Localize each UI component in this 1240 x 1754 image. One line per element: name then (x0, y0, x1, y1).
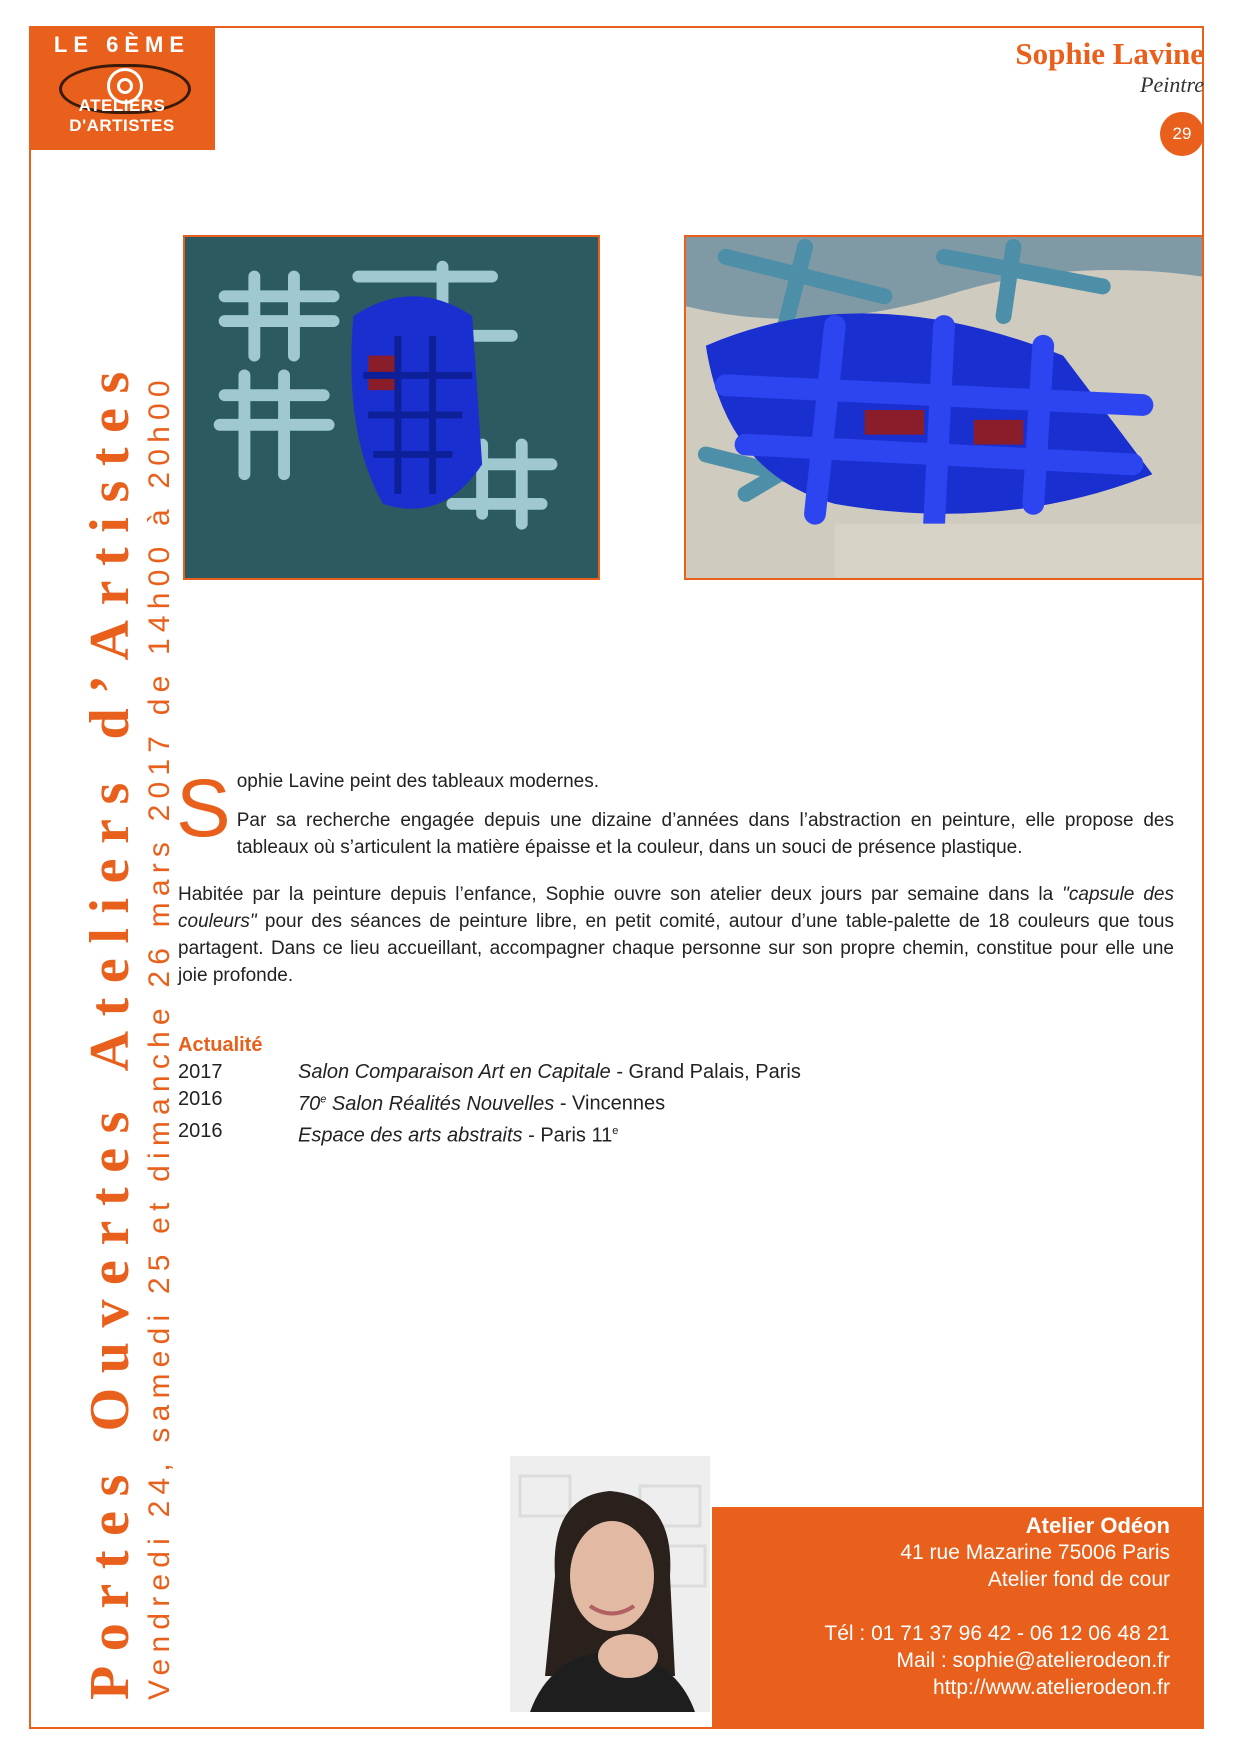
news-heading: Actualité (178, 1034, 263, 1056)
logo-top-text: LE 6ÈME (53, 32, 191, 57)
bio-paragraph-3 (178, 881, 1174, 989)
bio-p1-text: ophie Lavine peint des tableaux modernes. (236, 771, 600, 792)
news-place: - Grand Palais, Paris (610, 1061, 801, 1083)
news-title: 70 (298, 1092, 321, 1115)
news-item (178, 1059, 801, 1086)
news-item (178, 1086, 801, 1118)
painting-closeup-image (686, 237, 1202, 578)
painting-front-image (185, 237, 598, 578)
news-place: - Vincennes (554, 1092, 666, 1115)
bio-text (176, 763, 1174, 989)
vertical-banner (80, 200, 178, 1700)
logo-subtitle: ATELIERS D'ARTISTES (69, 96, 175, 135)
news-title-rest: Salon Réalités Nouvelles (326, 1092, 555, 1115)
artist-name: Sophie Lavine (1015, 36, 1204, 71)
news-place: - Paris 11 (522, 1124, 613, 1147)
news-place-sup: e (612, 1124, 619, 1137)
contact-website[interactable]: http://www.atelierodeon.fr (933, 1676, 1170, 1699)
news-year: 2016 (178, 1119, 223, 1142)
contact-mail[interactable]: Mail : sophie@atelierodeon.fr (896, 1649, 1170, 1672)
portrait-image (510, 1456, 710, 1712)
logo (29, 26, 215, 150)
artist-role: Peintre (1140, 72, 1204, 97)
news-section (178, 1032, 801, 1149)
contact-phone: Tél : 01 71 37 96 42 - 06 12 06 48 21 (824, 1622, 1170, 1645)
bio-p3-a: Habitée par la peinture depuis l’enfance, Sophie ouvre son atelier deux jours par semaine dans la (178, 884, 1063, 905)
painting-photo-front (183, 235, 600, 580)
atelier-address: 41 rue Mazarine 75006 Paris (900, 1541, 1170, 1564)
contact-info (824, 1512, 1170, 1701)
bio-paragraph-2: Par sa recherche engagée depuis une dizaine d’années dans l’abstraction en peinture, elle propose des tableaux où s’articulent la matière épaisse et la couleur, dans un souci de présence plastique. (236, 810, 1174, 858)
painting-photo-closeup (684, 235, 1204, 580)
artist-portrait (510, 1456, 710, 1712)
bio-p3-italic: "capsule des couleurs" (178, 884, 1174, 932)
banner-dates: Vendredi 24, samedi 25 et dimanche 26 mars 2017 de 14h00 à 20h00 (143, 374, 176, 1700)
news-title: Espace des arts abstraits (298, 1124, 523, 1147)
bio-p3-b: pour des séances de peinture libre, en petit comité, autour d’une table-palette de 18 couleurs que tous partagent. Dans ce lieu accueillant, accompagner chaque personne sur son propre chemin, constitue pour elle une joie profonde. (178, 911, 1174, 986)
atelier-location: Atelier fond de cour (987, 1568, 1170, 1591)
news-title-sup: e (320, 1093, 327, 1105)
atelier-name: Atelier Odéon (1025, 1513, 1170, 1538)
dropcap: S (176, 763, 231, 854)
news-item (178, 1118, 801, 1150)
banner-title: Portes Ouvertes Ateliers d’Artistes (79, 357, 141, 1700)
news-year: 2017 (178, 1061, 223, 1083)
news-title: Salon Comparaison Art en Capitale (298, 1061, 611, 1083)
page-number: 29 (1160, 112, 1204, 156)
news-year: 2016 (178, 1088, 223, 1110)
